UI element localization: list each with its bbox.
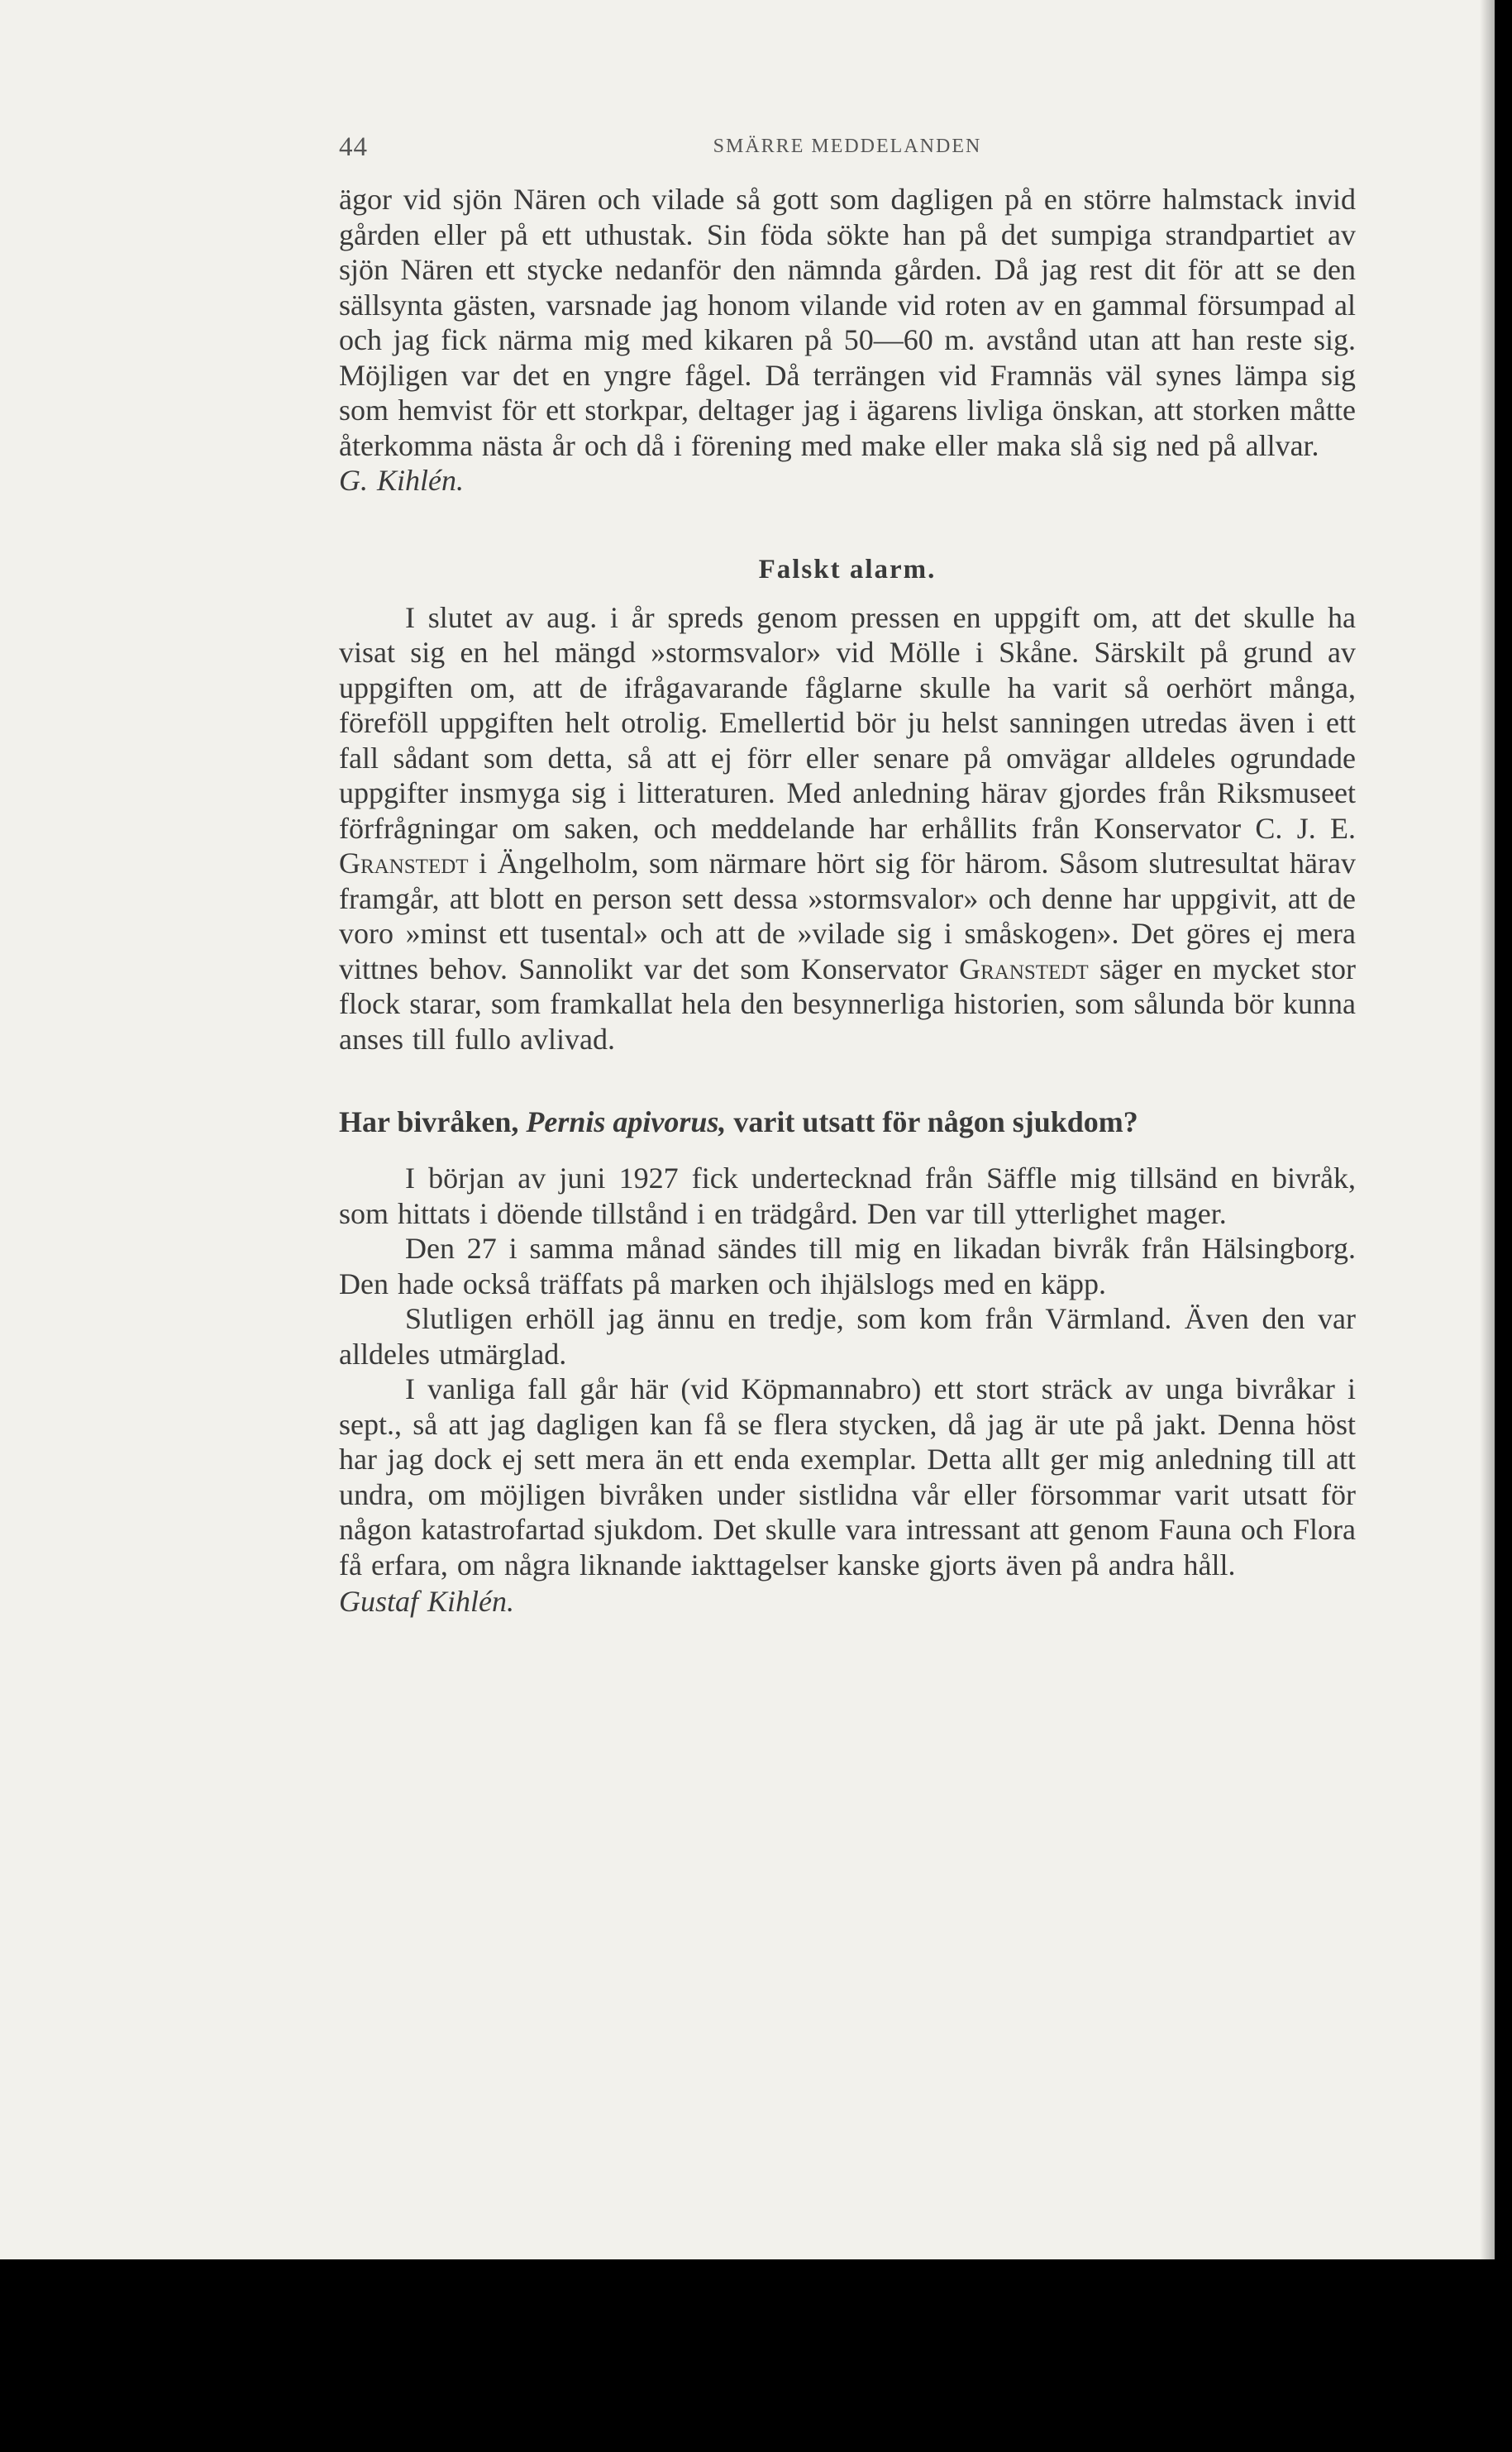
page-content xyxy=(339,132,1356,1620)
person-name: Granstedt xyxy=(339,847,469,880)
page-number: 44 xyxy=(339,132,368,162)
section2-text-1: I slutet av aug. i år spreds genom pressen en uppgift om, att det skulle ha visat sig en hel mängd »stormsvalor» vid Mölle i Skåne. Särskilt på grund av uppgiften om, att de ifrågavarande fåglarne skulle ha varit så oerhört många, föreföll uppgiften helt otrolig. Emellertid bör ju helst sanningen utredas även i ett fall sådant som detta, så att ej förr eller senare på omvägar alldeles ogrundade uppgifter insmyga sig i litteraturen. Med anledning härav gjordes från Riksmuseet förfrågningar om saken, och meddelande har erhållits från Konservator C. J. E. xyxy=(339,600,1356,845)
section3-paragraph-4: I vanliga fall går här (vid Köpmannabro) ett stort sträck av unga bivråkar i sept., så att jag dagligen kan få se flera stycken, då jag är ute på jakt. Denna höst har jag dock ej sett mera än ett enda exemplar. Detta allt ger mig anledning till att undra, om möjligen bivråken under sistlidna vår eller försommar varit utsatt för någon katastrofartad sjukdom. Det skulle vara intressant att genom Fauna och Flora få erfara, om några liknande iakttagelser kanske gjorts även på andra håll. xyxy=(339,1372,1356,1581)
section3-title xyxy=(339,1104,1356,1139)
section3-paragraph-3: Slutligen erhöll jag ännu en tredje, som kom från Värmland. Även den var alldeles utmärglad. xyxy=(339,1302,1356,1371)
section3-title-start: Har bivråken, xyxy=(339,1105,519,1138)
section1-paragraph: ägor vid sjön Nären och vilade så gott som dagligen på en större halmstack invid gården eller på ett uthustak. Sin föda sökte han på det sumpiga strandpartiet av sjön Nären ett stycke nedanför den nämnda gården. Då jag rest dit för att se den sällsynta gästen, varsnade jag honom vilande vid roten av en gammal försumpad al och jag fick närma mig med kikaren på 50—60 m. avstånd utan att han reste sig. Möjligen var det en yngre fågel. Då terrängen vid Framnäs väl synes lämpa sig som hemvist för ett storkpar, deltager jag i ägarens livliga önskan, att storken måtte återkomma nästa år och då i förening med make eller maka slå sig ned på allvar. xyxy=(339,183,1356,462)
section2-text-2: i Ängelholm, som närmare hört sig för härom. Såsom slutresultat härav framgår, att blott en person sett dessa »stormsvalor» och denne har uppgivit, att de voro »minst ett tusental» och att de »vilade sig i småskogen». Det göres ej mera vittnes behov. Sannolikt var det som Konservator xyxy=(339,847,1356,985)
section3-signature: Gustaf Kihlén. xyxy=(339,1585,515,1618)
section2-title: Falskt alarm. xyxy=(758,554,937,584)
section3-paragraph-1: I början av juni 1927 fick undertecknad från Säffle mig tillsänd en bivråk, som hittats i döende tillstånd i en trädgård. Den var till ytterlighet mager. xyxy=(339,1162,1356,1230)
section2-paragraph xyxy=(339,600,1356,1057)
page-header xyxy=(339,132,1356,182)
section2-text-3: säger en mycket stor flock starar, som framkallat hela den besynnerliga historien, som sålunda bör kunna anses till fullo avlivad. xyxy=(339,952,1357,1056)
running-head: SMÄRRE MEDDELANDEN xyxy=(713,136,982,157)
section3-paragraph-2: Den 27 i samma månad sändes till mig en likadan bivråk från Hälsingborg. Den hade också träffats på marken och ihjälslogs med en käpp. xyxy=(339,1232,1356,1300)
section1-signature: G. Kihlén. xyxy=(339,464,464,497)
person-name: Granstedt xyxy=(959,952,1089,985)
section3-title-end: varit utsatt för någon sjukdom? xyxy=(733,1105,1138,1138)
section3-title-species: Pernis apivorus, xyxy=(526,1105,727,1138)
page-edge-shadow xyxy=(1480,0,1495,2259)
